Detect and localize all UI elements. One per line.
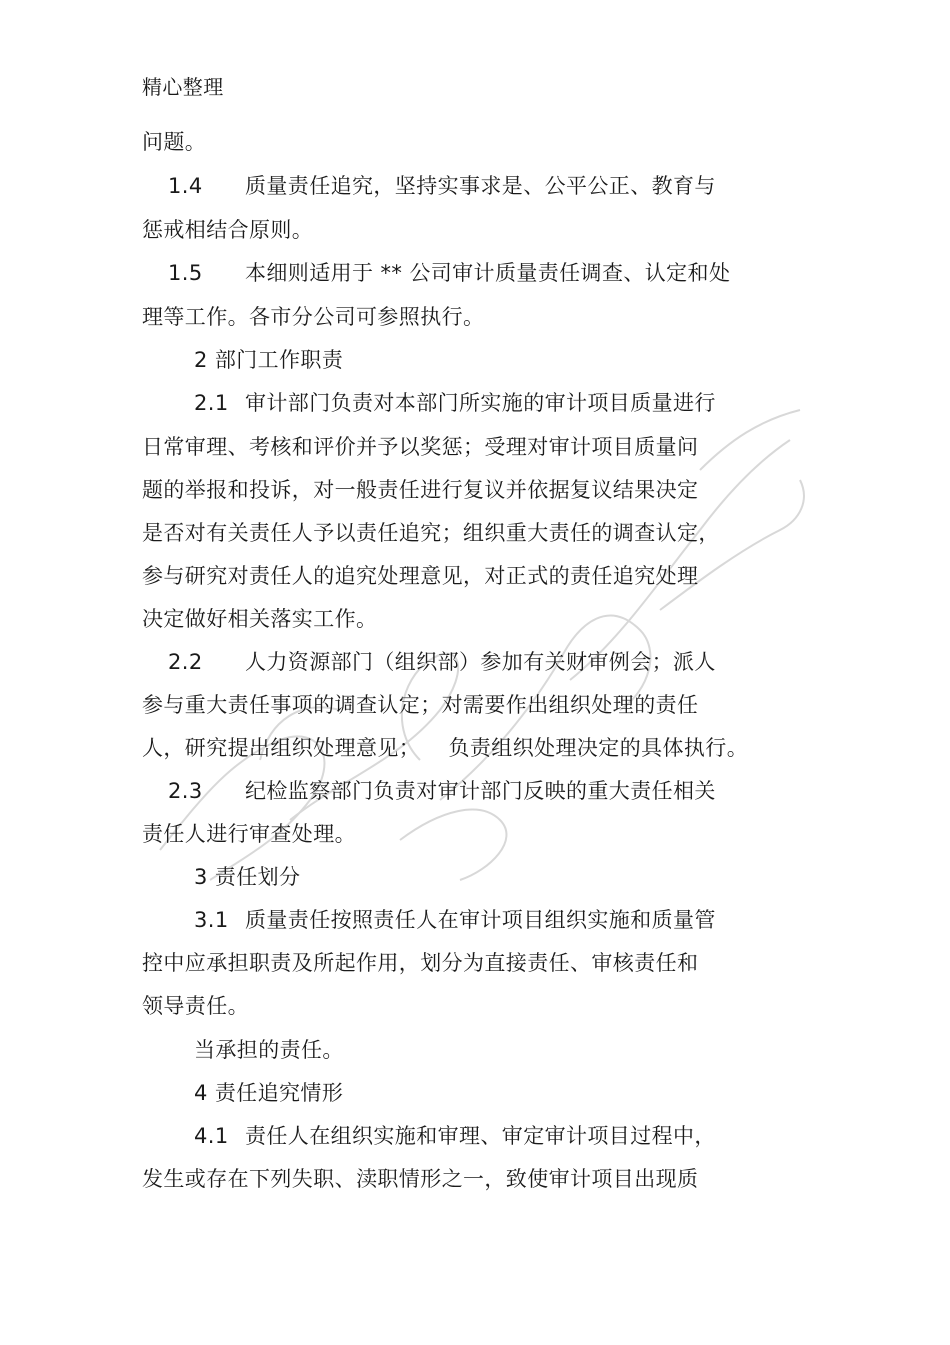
section-heading xyxy=(194,863,300,891)
body-line xyxy=(194,1036,344,1064)
body-line xyxy=(194,389,716,417)
body-line xyxy=(194,1122,716,1150)
line-text: 当承担的责任。 xyxy=(194,1038,344,1062)
clause-number: 2.3 xyxy=(168,779,203,803)
line-text: 责任人在组织实施和审理、审定审计项目过程中， xyxy=(245,1124,716,1148)
body-line xyxy=(168,777,716,805)
line-text: 2 部门工作职责 xyxy=(194,348,344,372)
line-text: 人，研究提出组织处理意见； 负责组织处理决定的具体执行。 xyxy=(142,736,749,760)
body-line xyxy=(142,949,698,977)
body-line xyxy=(194,906,716,934)
clause-number: 2.2 xyxy=(168,650,203,674)
line-text: 理等工作。各市分公司可参照执行。 xyxy=(142,305,485,329)
clause-number: 3.1 xyxy=(194,908,229,932)
line-text: 参与研究对责任人的追究处理意见，对正式的责任追究处理 xyxy=(142,564,699,588)
line-text: 质量责任追究，坚持实事求是、公平公正、教育与 xyxy=(245,174,716,198)
line-text: 发生或存在下列失职、渎职情形之一，致使审计项目出现质 xyxy=(142,1167,699,1191)
line-text: 人力资源部门（组织部）参加有关财审例会；派人 xyxy=(245,650,716,674)
body-line xyxy=(142,433,698,461)
line-text: 决定做好相关落实工作。 xyxy=(142,607,378,631)
clause-number: 1.4 xyxy=(168,174,203,198)
body-line xyxy=(142,519,720,547)
page-header: 精心整理 xyxy=(142,75,224,99)
line-text: 本细则适用于 ** 公司审计质量责任调查、认定和处 xyxy=(245,261,731,285)
line-text: 4 责任追究情形 xyxy=(194,1081,344,1105)
line-text: 是否对有关责任人予以责任追究；组织重大责任的调查认定， xyxy=(142,521,720,545)
section-heading xyxy=(194,346,343,374)
line-text: 质量责任按照责任人在审计项目组织实施和质量管 xyxy=(245,908,716,932)
body-line xyxy=(142,216,313,244)
line-text: 纪检监察部门负责对审计部门反映的重大责任相关 xyxy=(245,779,716,803)
body-line xyxy=(142,562,698,590)
line-text: 责任人进行审查处理。 xyxy=(142,822,356,846)
line-text: 题的举报和投诉，对一般责任进行复议并依据复议结果决定 xyxy=(142,478,699,502)
line-text: 控中应承担职责及所起作用，划分为直接责任、审核责任和 xyxy=(142,951,699,975)
line-text: 3 责任划分 xyxy=(194,865,301,889)
body-line xyxy=(142,303,484,331)
line-text: 参与重大责任事项的调查认定；对需要作出组织处理的责任 xyxy=(142,693,699,717)
body-line xyxy=(142,820,356,848)
body-line xyxy=(142,992,249,1020)
body-line xyxy=(168,172,716,200)
section-heading xyxy=(194,1079,343,1107)
body-line xyxy=(142,476,698,504)
line-text: 日常审理、考核和评价并予以奖惩；受理对审计项目质量问 xyxy=(142,435,699,459)
body-line xyxy=(142,734,748,762)
body-line xyxy=(168,648,716,676)
clause-number: 2.1 xyxy=(194,391,229,415)
body-line xyxy=(142,128,206,156)
body-line xyxy=(142,691,698,719)
line-text: 审计部门负责对本部门所实施的审计项目质量进行 xyxy=(245,391,716,415)
clause-number: 4.1 xyxy=(194,1124,229,1148)
line-text: 惩戒相结合原则。 xyxy=(142,218,314,242)
body-line xyxy=(168,259,730,287)
body-line xyxy=(142,605,377,633)
line-text: 领导责任。 xyxy=(142,994,249,1018)
body-line xyxy=(142,1165,698,1193)
clause-number: 1.5 xyxy=(168,261,203,285)
line-text: 问题。 xyxy=(142,130,207,154)
